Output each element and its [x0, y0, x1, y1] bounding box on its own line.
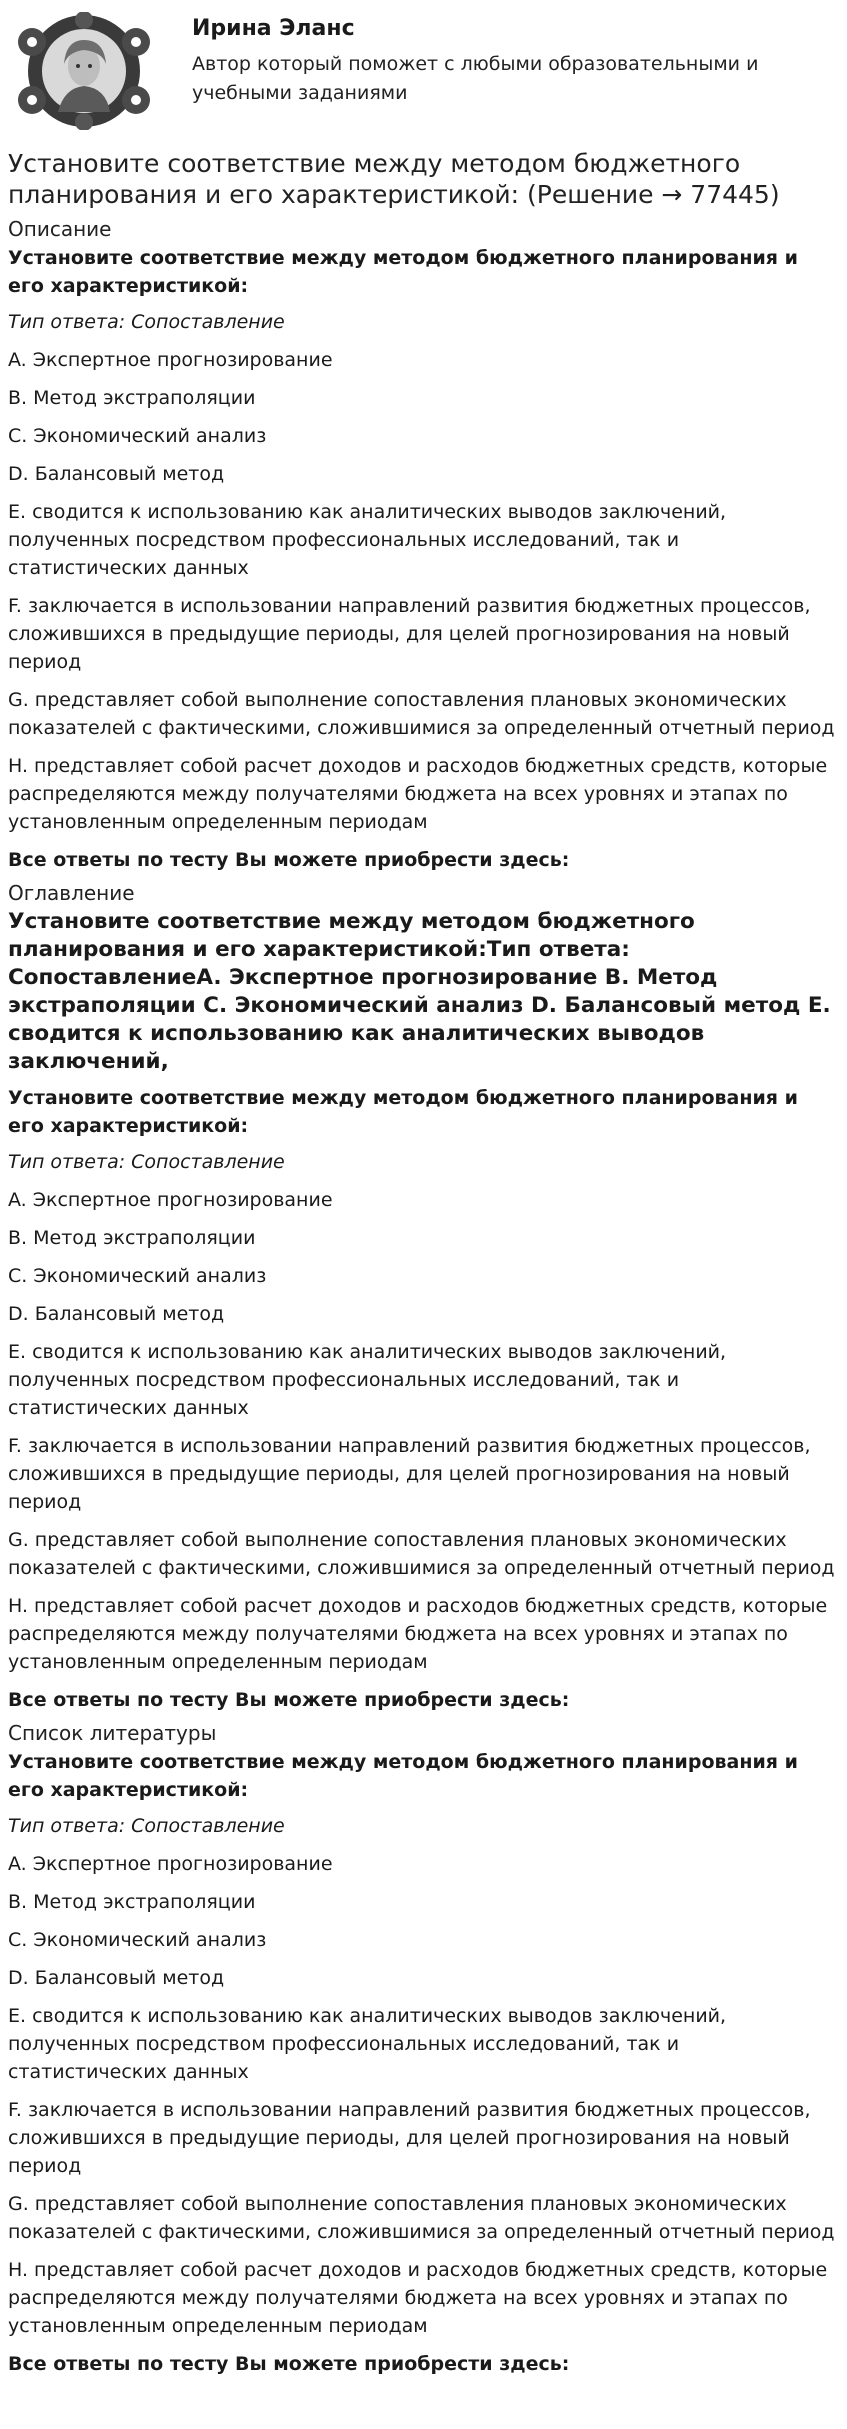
list-item: A. Экспертное прогнозирование [8, 1189, 333, 1211]
list-item: C. Экономический анализ [8, 1929, 267, 1951]
section-label-toc: Оглавление [8, 881, 135, 905]
list-item: C. Экономический анализ [8, 425, 267, 447]
section-label-description: Описание [8, 217, 112, 241]
list-item: F. заключается в использовании направлений развития бюджетных процессов, сложившихся в предыдущие периоды, для целей прогнозирования на новый период [8, 2099, 811, 2177]
author-name[interactable]: Ирина Эланс [192, 16, 355, 41]
list-item: B. Метод экстраполяции [8, 387, 256, 409]
list-item: B. Метод экстраполяции [8, 1227, 256, 1249]
list-item: D. Балансовый метод [8, 1303, 225, 1325]
list-item: F. заключается в использовании направлений развития бюджетных процессов, сложившихся в предыдущие периоды, для целей прогнозирования на новый период [8, 595, 811, 673]
question-text: Установите соответствие между методом бюджетного планирования и его характеристикой: [8, 247, 798, 297]
answer-type: Тип ответа: Сопоставление [8, 311, 285, 333]
answer-type: Тип ответа: Сопоставление [8, 1151, 285, 1173]
list-item: E. сводится к использованию как аналитических выводов заключений, полученных посредством профессиональных исследований, так и статистических данных [8, 1341, 727, 1419]
section-label-literature: Список литературы [8, 1721, 217, 1745]
buy-answers-text: Все ответы по тесту Вы можете приобрести здесь: [8, 2353, 570, 2375]
answer-type: Тип ответа: Сопоставление [8, 1815, 285, 1837]
buy-answers-text: Все ответы по тесту Вы можете приобрести здесь: [8, 849, 570, 871]
toc-heading: Установите соответствие между методом бюджетного планирования и его характеристикой:Тип ответа: СопоставлениеA. Экспертное прогнозирование B. Метод экстраполяции C. Экономический анализ D. Балансовый метод E. сводится к использованию как аналитических выводов заключений, [8, 909, 831, 1074]
list-item: E. сводится к использованию как аналитических выводов заключений, полученных посредством профессиональных исследований, так и статистических данных [8, 2005, 727, 2083]
question-text: Установите соответствие между методом бюджетного планирования и его характеристикой: [8, 1751, 798, 1801]
list-item: F. заключается в использовании направлений развития бюджетных процессов, сложившихся в предыдущие периоды, для целей прогнозирования на новый период [8, 1435, 811, 1513]
list-item: C. Экономический анализ [8, 1265, 267, 1287]
buy-answers-text: Все ответы по тесту Вы можете приобрести здесь: [8, 1689, 570, 1711]
author-card [8, 0, 839, 138]
list-item: B. Метод экстраполяции [8, 1891, 256, 1913]
list-item: H. представляет собой расчет доходов и расходов бюджетных средств, которые распределяются между получателями бюджета на всех уровнях и этапах по установленным определенным периодам [8, 755, 828, 833]
list-item: D. Балансовый метод [8, 463, 225, 485]
list-item: E. сводится к использованию как аналитических выводов заключений, полученных посредством профессиональных исследований, так и статистических данных [8, 501, 727, 579]
list-item: D. Балансовый метод [8, 1967, 225, 1989]
list-item: H. представляет собой расчет доходов и расходов бюджетных средств, которые распределяются между получателями бюджета на всех уровнях и этапах по установленным определенным периодам [8, 2259, 828, 2337]
list-item: H. представляет собой расчет доходов и расходов бюджетных средств, которые распределяются между получателями бюджета на всех уровнях и этапах по установленным определенным периодам [8, 1595, 828, 1673]
list-item: A. Экспертное прогнозирование [8, 1853, 333, 1875]
question-text: Установите соответствие между методом бюджетного планирования и его характеристикой: [8, 1087, 798, 1137]
author-avatar[interactable] [14, 12, 154, 130]
author-description: Автор который поможет с любыми образовательными и учебными заданиями [192, 53, 759, 104]
list-item: A. Экспертное прогнозирование [8, 349, 333, 371]
list-item: G. представляет собой выполнение сопоставления плановых экономических показателей с фактическими, сложившимися за определенный отчетный период [8, 689, 835, 739]
list-item: G. представляет собой выполнение сопоставления плановых экономических показателей с фактическими, сложившимися за определенный отчетный период [8, 2193, 835, 2243]
page-title: Установите соответствие между методом бюджетного планирования и его характеристикой: (Решение → 77445) [8, 149, 780, 209]
list-item: G. представляет собой выполнение сопоставления плановых экономических показателей с фактическими, сложившимися за определенный отчетный период [8, 1529, 835, 1579]
